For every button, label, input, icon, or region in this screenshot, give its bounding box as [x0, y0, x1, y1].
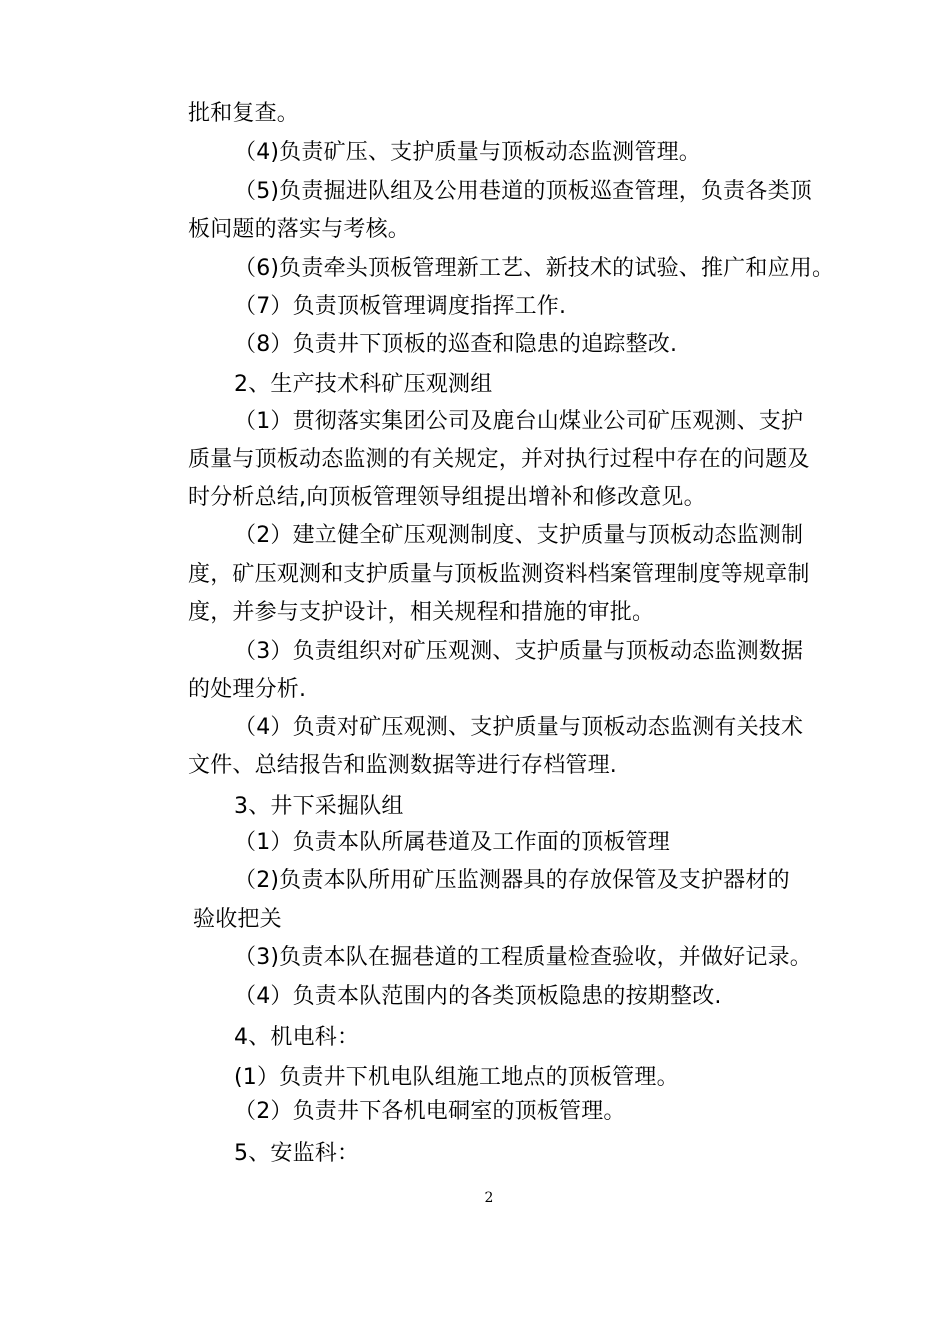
text-line: 批和复查。	[188, 101, 300, 126]
section-heading: 5、安监科：	[234, 1141, 360, 1166]
text-line: （1）负责本队所属巷道及工作面的顶板管理	[234, 830, 670, 855]
text-line: 时分析总结,向顶板管理领导组提出增补和修改意见。	[188, 485, 706, 510]
text-line: 的处理分析.	[188, 677, 307, 702]
section-heading: 4、机电科：	[234, 1025, 360, 1050]
text-line: 质量与顶板动态监测的有关规定，并对执行过程中存在的问题及	[188, 447, 810, 472]
text-line: （4)负责矿压、支护质量与顶板动态监测管理。	[234, 140, 701, 165]
text-line: （3）负责组织对矿压观测、支护质量与顶板动态监测数据	[234, 639, 804, 664]
text-line: 度，并参与支护设计，相关规程和措施的审批。	[188, 600, 655, 625]
text-line: 度，矿压观测和支护质量与顶板监测资料档案管理制度等规章制	[188, 562, 810, 587]
text-line: （2)负责本队所用矿压监测器具的存放保管及支护器材的	[234, 868, 790, 893]
text-line: （2）建立健全矿压观测制度、支护质量与顶板动态监测制	[234, 523, 804, 548]
page-number: 2	[484, 1190, 494, 1206]
text-line: （2）负责井下各机电硐室的顶板管理。	[234, 1099, 626, 1124]
text-line: 文件、总结报告和监测数据等进行存档管理.	[188, 753, 617, 778]
text-line: （1）贯彻落实集团公司及鹿台山煤业公司矿压观测、支护	[234, 409, 804, 434]
text-line: （8）负责井下顶板的巡查和隐患的追踪整改.	[234, 332, 678, 357]
text-line: 验收把关	[193, 907, 282, 932]
text-line: (1）负责井下机电队组施工地点的顶板管理。	[234, 1065, 679, 1090]
section-heading: 2、生产技术科矿压观测组	[234, 372, 493, 397]
text-line: （3)负责本队在掘巷道的工程质量检查验收，并做好记录。	[234, 945, 812, 970]
text-line: （6)负责牵头顶板管理新工艺、新技术的试验、推广和应用。	[234, 256, 835, 281]
text-line: （5)负责掘进队组及公用巷道的顶板巡查管理，负责各类顶	[234, 179, 812, 204]
text-line: （4）负责对矿压观测、支护质量与顶板动态监测有关技术	[234, 715, 804, 740]
text-line: （4）负责本队范围内的各类顶板隐患的按期整改.	[234, 984, 722, 1009]
section-heading: 3、井下采掘队组	[234, 794, 404, 819]
text-line: （7）负责顶板管理调度指挥工作.	[234, 294, 567, 319]
text-line: 板问题的落实与考核。	[188, 217, 411, 242]
